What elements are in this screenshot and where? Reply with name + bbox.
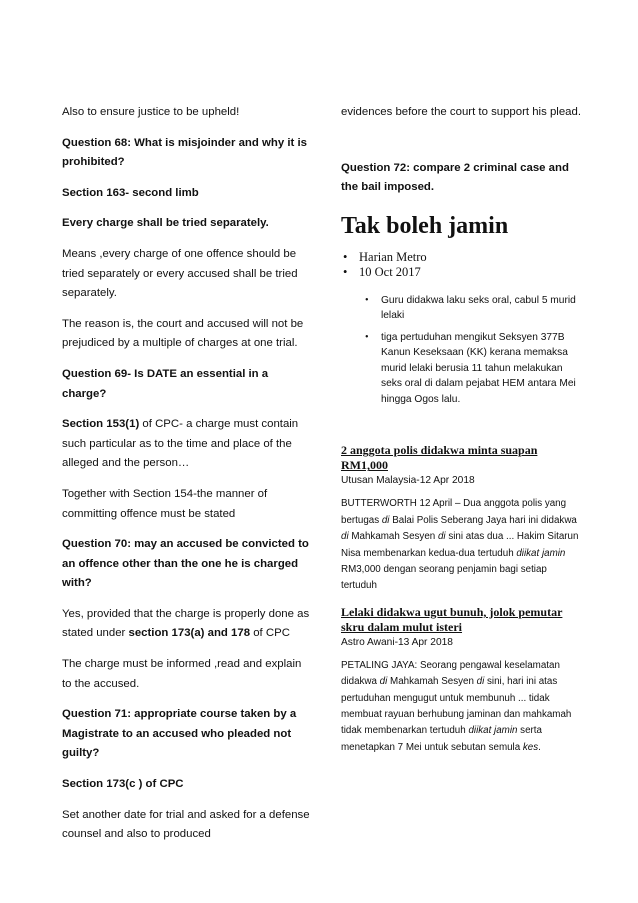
news-2-text: Mahkamah Sesyen <box>387 676 477 688</box>
news-2-headline[interactable]: Lelaki didakwa ugut bunuh, jolok pemutar skru dalam mulut isteri <box>341 604 563 634</box>
news-2-em: di <box>379 676 388 688</box>
section-173c-heading: Section 173(c ) of CPC <box>62 778 184 791</box>
bullet-item: • Guru didakwa laku seks oral, cabul 5 murid lelaki <box>363 293 581 324</box>
informed-paragraph: The charge must be informed ,read and explain to the accused. <box>62 658 302 690</box>
question-68: Question 68: What is misjoinder and why it is prohibited? <box>62 136 307 169</box>
spacer <box>341 413 581 443</box>
news-1-text: Balai Polis Seberang Jaya hari ini didakwa <box>389 514 577 526</box>
left-column <box>62 103 312 845</box>
article-title: Tak boleh jamin <box>341 212 509 239</box>
intro-text: Also to ensure justice to be upheld! <box>62 106 240 118</box>
section-173a-178-ref: section 173(a) and 178 <box>128 627 251 640</box>
news-1-em: diikat jamin <box>516 547 566 559</box>
news-1-em: di <box>437 531 446 543</box>
yes-paragraph <box>62 605 312 644</box>
section-154-paragraph: Together with Section 154-the manner of committing offence must be stated <box>62 487 268 520</box>
article-bullets <box>363 293 581 408</box>
news-2-text: sini, hari ini atas pertuduhan mengugut untuk membunuh ... tidak membuat rayuan berhubung jaminan dan mahkamah tidak membenarkan tertuduh <box>341 676 572 737</box>
every-charge-rule: Every charge shall be tried separately. <box>62 217 269 230</box>
news-1-em: di <box>381 514 390 526</box>
question-70: Question 70: may an accused be convicted to an offence other than the one he is charged with? <box>62 538 309 590</box>
section-153-text: of CPC- a charge must contain such particular as to the time and place of the alleged and the person… <box>62 418 299 470</box>
news-2-em: diikat jamin <box>468 725 518 737</box>
news-1-em: di <box>341 531 349 543</box>
news-2-text: . <box>538 741 541 753</box>
news-2-em: di <box>476 676 485 688</box>
yes-text-pre: Yes, provided that the charge is properly done as stated under <box>62 607 310 640</box>
news-1-source: Utusan Malaysia-12 Apr 2018 <box>341 475 475 487</box>
yes-text-post: of CPC <box>250 627 290 640</box>
news-2-em: kes <box>522 741 539 753</box>
section-163-heading: Section 163- second limb <box>62 186 199 199</box>
meta-source: • Harian Metro <box>341 250 581 266</box>
section-153-ref: Section 153(1) <box>62 418 140 431</box>
meta-date: • 10 Oct 2017 <box>341 265 581 281</box>
question-72: Question 72: compare 2 criminal case and the bail imposed. <box>341 161 569 194</box>
news-2-text: serta menetapkan 7 Mei untuk sebutan semula <box>341 725 542 753</box>
news-2-body <box>341 658 581 756</box>
news-1-body <box>341 496 581 594</box>
means-paragraph: Means ,every charge of one offence should be tried separately or every accused shall be tried separately. <box>62 247 298 300</box>
article-meta-list <box>341 250 581 281</box>
continuation-text: evidences before the court to support his plead. <box>341 106 581 118</box>
news-2-source: Astro Awani-13 Apr 2018 <box>341 636 453 648</box>
question-71: Question 71: appropriate course taken by a Magistrate to an accused who pleaded not guilty? <box>62 708 297 760</box>
news-1-headline[interactable]: 2 anggota polis didakwa minta suapan RM1,000 <box>341 443 538 473</box>
section-153-paragraph <box>62 415 312 474</box>
news-2-text: PETALING JAYA: Seorang pengawal keselamatan didakwa <box>341 659 560 688</box>
news-1-text: Mahkamah Sesyen <box>348 531 438 543</box>
right-column <box>341 103 581 766</box>
news-1-text: BUTTERWORTH 12 April – Dua anggota polis yang bertugas <box>341 498 567 526</box>
news-1-text: RM3,000 dengan seorang penjamin bagi setiap tertuduh <box>341 563 547 592</box>
news-1-text: sini atas dua ... Hakim Sitarun Nisa membenarkan kedua-dua tertuduh <box>341 531 579 559</box>
reason-paragraph: The reason is, the court and accused will not be prejudiced by a multiple of charges at one trial. <box>62 317 304 350</box>
bullet-item: • tiga pertuduhan mengikut Seksyen 377B Kanun Keseksaan (KK) kerana memaksa murid lelaki berusia 11 tahun melakukan seks oral di dalam pejabat HEM antara Mei hingga Ogos lalu. <box>363 330 581 408</box>
set-another-paragraph: Set another date for trial and asked for a defense counsel and also to produced <box>62 808 310 841</box>
question-69: Question 69- Is DATE an essential in a charge? <box>62 367 269 400</box>
